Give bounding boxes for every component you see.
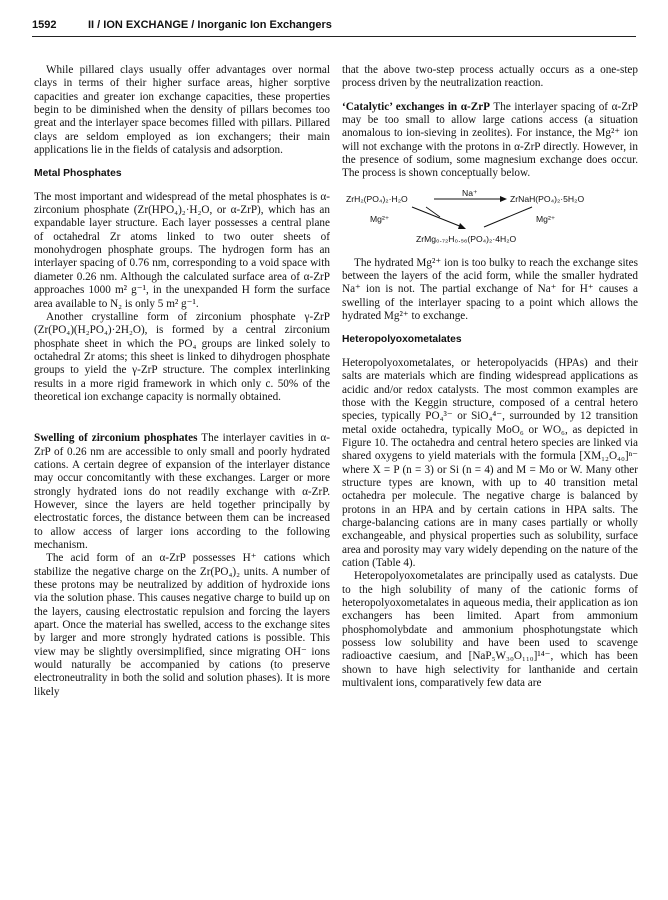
running-header bbox=[32, 17, 640, 35]
scheme-product: ZrMg₀.₇₂H₀.₅₆(PO₄)₂·4H₂O bbox=[416, 233, 517, 244]
paragraph-two-step: that the above two-step process actually occurs as a one-step process driven by the neutralization reaction. bbox=[342, 64, 638, 90]
text-swelling: The interlayer cavities in α-ZrP of 0.26 nm are accessible to only small and poorly hydrated cations. A certain degree of expansion of the interlayer distance may occur concomitantly with these exchanges. Larger or more strongly hydrated ions do not readily exchange with α-ZrP. However, since the layers are held together principally by electrostatic forces, the distance between them can be increased to allow access of larger ions according to the following mechanism. bbox=[34, 432, 330, 551]
paragraph-alpha-zrp: The most important and widespread of the metal phosphates is α-zirconium phosphate (Zr(HPO₄)₂·H₂O, or α-ZrP), which has an expandable layer structure. Each layer possesses a central plane of octahedral Zr atoms linked to two outer sheets of monohydrogen phosphate groups. The hydrogen form has an interlayer spacing of 0.76 nm, corresponding to a void space with diameter 0.26 nm. Although the calculated surface area of α-ZrP approaches 1000 m² g⁻¹, in the unexpanded H form the surface area available to N₂ is only 5 m² g⁻¹. bbox=[34, 190, 330, 310]
scheme-intermediate: ZrNaH(PO₄)₂·5H₂O bbox=[510, 193, 585, 204]
header-rule bbox=[32, 36, 636, 37]
runin-catalytic: ‘Catalytic’ exchanges in α-ZrP bbox=[342, 100, 490, 113]
left-column bbox=[34, 64, 330, 699]
right-column bbox=[342, 64, 638, 690]
paragraph-acid-form: The acid form of an α-ZrP possesses H⁺ cations which stabilize the negative charge on the Zr(PO₄)₂ units. A number of these protons may be neutralized by addition of hydroxide ions via the solution phase. This causes negative charge to build up on the layers, causing electrostatic repulsion and forcing the layers apart. Once the material has swelled, access to the exchange sites by larger and more strongly hydrated cations is possible. This view may be slightly oversimplified, since migrating OH⁻ ions would naturally be accompanied by cations (to preserve electroneutrality in both the solid and solution phases). It is more likely bbox=[34, 552, 330, 698]
runin-swelling: Swelling of zirconium phosphates bbox=[34, 432, 198, 445]
paragraph-pillared-clays: While pillared clays usually offer advantages over normal clays in terms of their higher surface areas, higher sorptive capacities and greater ion exchange capacities, these properties begin to be diminished when the density of pillars becomes too great and the interlayer space becomes filled with pillars. Pillared clays are seldom employed as ion exchangers; their main applications lie in the fields of catalysis and adsorption. bbox=[34, 64, 330, 157]
paragraph-hpa-uses: Heteropolyoxometalates are principally used as catalysts. Due to the high solubility of many of the cationic forms of heteropolyoxometalates in aqueous media, their application as ion exchangers has been limited. Apart from ammonium phosphomolybdate and ammonium phosphotungstate which possess low solubility and have been used to scavenge radioactive caesium, and [NaP₅W₃₀O₁₁₀]¹⁴⁻, which has been shown to have high selectivity for lanthanide and certain multivalent ions, comparatively few data are bbox=[342, 570, 638, 690]
paragraph-catalytic bbox=[342, 101, 638, 181]
scheme-reactant: ZrH₂(PO₄)₂·H₂O bbox=[346, 193, 408, 204]
running-title: II / ION EXCHANGE / Inorganic Ion Exchangers bbox=[88, 19, 332, 31]
exchange-scheme bbox=[342, 187, 638, 251]
paragraph-hydrated-mg: The hydrated Mg²⁺ ion is too bulky to reach the exchange sites between the layers of the acid form, while the smaller hydrated Na⁺ ion is not. The partial exchange of Na⁺ for H⁺ causes a swelling of the interlayer spacing to a point which allows the hydrated Mg²⁺ to exchange. bbox=[342, 256, 638, 323]
scheme-mg-right: Mg²⁺ bbox=[536, 213, 556, 224]
paragraph-gamma-zrp: Another crystalline form of zirconium phosphate γ-ZrP (Zr(PO₄)(H₂PO₄)·2H₂O), is formed by a central zirconium phosphate sheet in which the PO₄ groups are linked solely to octahedral Zr atoms; this sheet is linked to dihydrogen phosphate groups to yield the γ-ZrP structure. The complex interlinking results in a more rigid framework in which only c. 50% of the theoretical ion exchange capacity is normally obtained. bbox=[34, 310, 330, 403]
paragraph-hpa: Heteropolyoxometalates, or heteropolyacids (HPAs) and their salts are materials which are finding widespread applications as acidic and/or redox catalysts. The most common examples are those with the Keggin structure, composed of a central hetero species, typically PO₄³⁻ or SiO₄⁴⁻, surrounded by 12 transition metal oxide octahedra, typically MoO₆ or WO₆, as depicted in Figure 10. The octahedra and central hetero species are linked via shared oxygens to yield materials with the formula [XM₁₂O₄₀]ⁿ⁻ where X = P (n = 3) or Si (n = 4) and M = Mo or W. Many other structure types are known, with up to 40 transition metal octahedra per molecule. The negative charge is balanced by protons in an HPA and by certain cations in HPA salts. The charge-balancing cations are in many cases partially or wholly exchangeable, and physical properties such as solubility, surface area and porosity may vary widely depending on the nature of the cation (Table 4). bbox=[342, 356, 638, 569]
page-number: 1592 bbox=[32, 19, 57, 31]
paragraph-swelling bbox=[34, 432, 330, 552]
heading-heteropolyoxometalates: Heteropolyoxometalates bbox=[342, 334, 462, 346]
heading-metal-phosphates: Metal Phosphates bbox=[34, 168, 122, 180]
text-catalytic: The interlayer spacing of α-ZrP may be too small to allow large cations access (a situation anomalous to ion-sieving in zeolites). For instance, the Mg²⁺ ion will not exchange with the protons in α-ZrP directly. However, in the presence of sodium, some magnesium exchange does occur. The process is shown conceptually below. bbox=[342, 100, 638, 180]
scheme-mg-left: Mg²⁺ bbox=[370, 213, 390, 224]
scheme-reagent-na: Na⁺ bbox=[462, 187, 478, 198]
